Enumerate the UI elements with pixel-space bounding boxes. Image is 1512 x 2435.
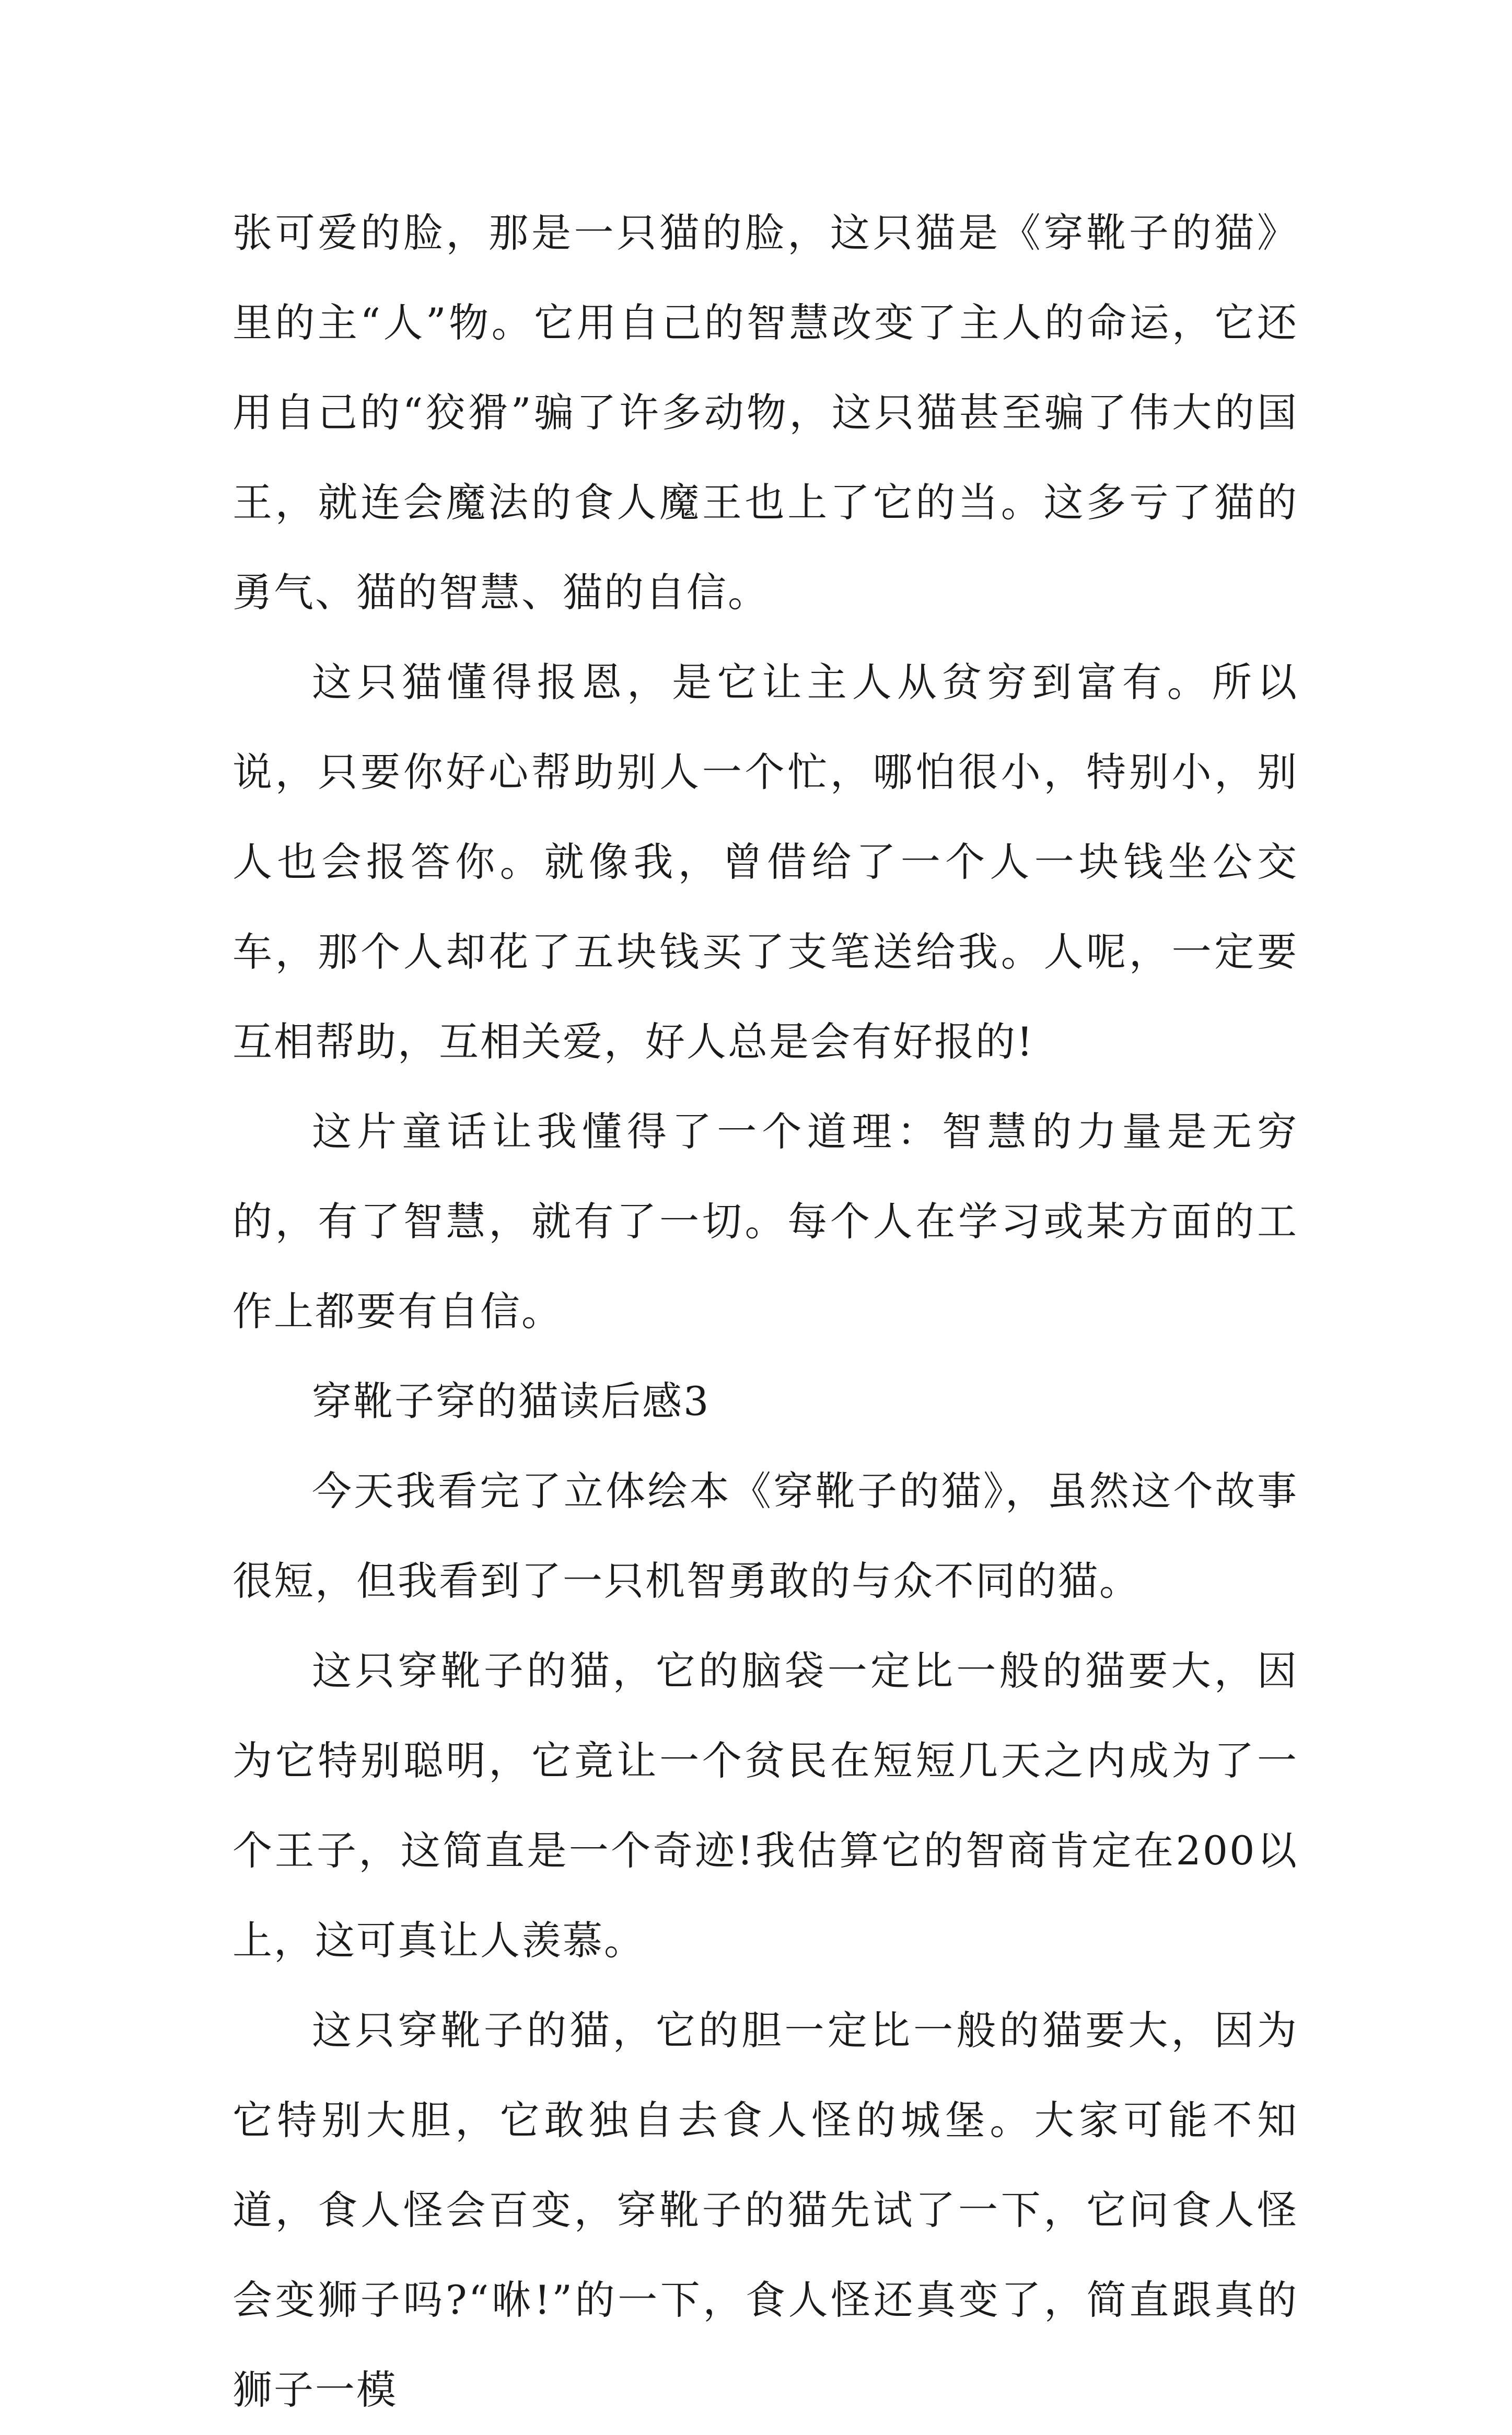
paragraph-3: 这片童话让我懂得了一个道理：智慧的力量是无穷的，有了智慧，就有了一切。每个人在学习或某方面的工作上都要有自信。 [232,1108,1298,1335]
paragraph-1: 张可爱的脸，那是一只猫的脸，这只猫是《穿靴子的猫》里的主“人”物。它用自己的智慧改变了主人的命运，它还用自己的“狡猾”骗了许多动物，这只猫甚至骗了伟大的国王，就连会魔法的食人魔王也上了它的当。这多亏了猫的勇气、猫的智慧、猫的自信。 [232,210,1298,616]
section-heading: 穿靴子穿的猫读后感3 [312,1378,711,1424]
paragraph-2: 这只猫懂得报恩，是它让主人从贫穷到富有。所以说，只要你好心帮助别人一个忙，哪怕很小，特别小，别人也会报答你。就像我，曾借给了一个人一块钱坐公交车，那个人却花了五块钱买了支笔送给我。人呢，一定要互相帮助，互相关爱，好人总是会有好报的! [232,659,1298,1065]
paragraph-6: 这只穿靴子的猫，它的胆一定比一般的猫要大，因为它特别大胆，它敢独自去食人怪的城堡。大家可能不知道，食人怪会百变，穿靴子的猫先试了一下，它问食人怪会变狮子吗?“咻!”的一下，食人怪还真变了，简直跟真的狮子一模 [232,2007,1298,2413]
paragraph-5: 这只穿靴子的猫，它的脑袋一定比一般的猫要大，因为它特别聪明，它竟让一个贫民在短短几天之内成为了一个王子，这简直是一个奇迹!我估算它的智商肯定在200以上，这可真让人羡慕。 [232,1648,1298,1964]
paragraph-4: 今天我看完了立体绘本《穿靴子的猫》，虽然这个故事很短，但我看到了一只机智勇敢的与众不同的猫。 [232,1468,1298,1604]
body-text [232,188,1298,2435]
